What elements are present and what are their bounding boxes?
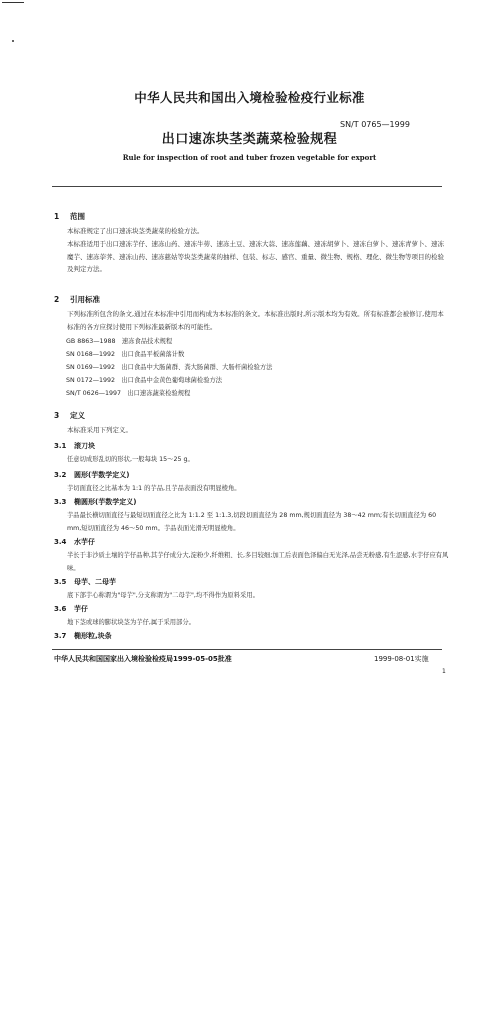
section-title: 范围 — [70, 212, 85, 221]
reference-item: GB 8863—1988 速冻食品技术规程 — [66, 338, 173, 345]
section-1-heading — [54, 211, 85, 222]
page-number: 1 — [442, 668, 446, 675]
definition-body: 任意切成形乱切的形状,一般每块 15～25 g。 — [67, 456, 194, 463]
definition-text — [54, 483, 449, 496]
standard-code: SN/T 0765—1999 — [340, 120, 410, 129]
definition-term: 圆形(芋数学定义) — [74, 471, 130, 479]
definition-term: 滚刀块 — [74, 442, 95, 450]
definition-term: 母芋、二母芋 — [74, 578, 116, 586]
definition-body: 芋切面直径之比基本为 1:1 的芋品,且芋品表面没有明显棱角。 — [67, 485, 241, 492]
definition-text — [54, 550, 449, 576]
section-number: 1 — [54, 212, 60, 221]
scan-mark-top-left — [2, 2, 24, 3]
scope-text — [54, 225, 449, 276]
definition-heading — [54, 441, 95, 451]
section-number: 3 — [54, 411, 60, 420]
paragraph: 本标准采用下列定义。 — [67, 426, 132, 434]
definition-number: 3.6 — [54, 605, 67, 613]
definition-body: 芋品最长横切面直径与最短切面直径之比为 1:1.2 至 1:1.3,切段切面直径为 28 mm,规切面直径为 38～42 mm;有长切面直径为 60 mm,短切面直径为 46～50 mm。芋品表面光滑无明显棱角。 — [67, 512, 437, 532]
definition-body: 底下部芋心称谓为"母芋",分支称谓为"二母芋",均不得作为原料采用。 — [67, 592, 259, 599]
definition-term: 芋仔 — [74, 605, 88, 613]
paragraph: 本标准适用于出口速冻芋仔、速冻山药、速冻牛蒡、速冻土豆、速冻大蒜、速冻莲藕、速冻胡萝卜、速冻白萝卜、速冻青萝卜、速冻魔芋、速冻荸荠、速冻山药、速冻慈姑等块茎类蔬菜的抽样、包装、标志、感官、重量、微生物、规格、理化、微生物等项目的检验及判定方法。 — [67, 239, 444, 274]
paragraph: 下列标准所包含的条文,通过在本标准中引用而构成为本标准的条文。本标准出版时,所示版本均为有效。所有标准都会被修订,使用本标准的各方应探讨使用下列标准最新版本的可能性。 — [67, 310, 444, 331]
reference-item: SN 0172—1992 出口食品中金黄色葡萄球菌检验方法 — [66, 377, 223, 384]
definition-term: 椭形粒,块条 — [74, 632, 112, 640]
footer-divider — [52, 649, 442, 650]
references-intro — [54, 308, 449, 334]
approval-line: 中华人民共和国国家出入境检验检疫局1999-05-05批准 — [54, 655, 232, 663]
reference-item: SN/T 0626—1997 出口速冻蔬菜检验规程 — [66, 390, 191, 397]
definition-text — [54, 510, 449, 536]
definition-number: 3.7 — [54, 632, 67, 640]
definition-body: 半长于非沙质土壤的芋仔品种,其芋仔成分大,淀粉少,纤维粗、长,多目较细;加工后表面色泽偏白无光泽,品尝无粉感,有生涩感,水芋仔应有风味。 — [67, 552, 449, 572]
definition-number: 3.3 — [54, 498, 67, 506]
definition-heading — [54, 497, 136, 507]
section-3-heading — [54, 410, 85, 421]
section-title: 引用标准 — [70, 295, 100, 304]
section-title: 定义 — [70, 411, 85, 420]
english-title: Rule for inspection of root and tuber frozen vegetable for export — [122, 153, 377, 162]
definition-number: 3.4 — [54, 538, 67, 546]
definition-text — [54, 590, 449, 603]
section-number: 2 — [54, 295, 60, 304]
document-title: 出口速冻块茎类蔬菜检验规程 — [161, 132, 338, 147]
scan-dot — [12, 40, 14, 42]
implementation-date: 1999-08-01实施 — [374, 655, 429, 663]
definition-body: 地下茎或球的膨状块茎为芋仔,属于采用部分。 — [67, 619, 195, 626]
definition-term: 水芋仔 — [74, 538, 95, 546]
definition-text — [54, 454, 449, 467]
definition-number: 3.2 — [54, 471, 67, 479]
definition-text — [54, 617, 449, 630]
section-2-heading — [54, 294, 100, 305]
definition-heading — [54, 470, 129, 480]
definition-heading — [54, 577, 116, 587]
definitions-intro — [54, 424, 449, 437]
definition-heading — [54, 537, 95, 547]
definition-number: 3.5 — [54, 578, 67, 586]
paragraph: 本标准规定了出口速冻块茎类蔬菜的检验方法。 — [67, 227, 204, 235]
reference-item: SN 0168—1992 出口食品平板菌落计数 — [66, 351, 185, 358]
definition-heading — [54, 604, 88, 614]
definition-number: 3.1 — [54, 442, 67, 450]
definition-heading — [54, 631, 112, 641]
definition-term: 椭圆形(芋数学定义) — [74, 498, 137, 506]
header-divider — [52, 186, 442, 187]
reference-item: SN 0169—1992 出口食品中大肠菌群、粪大肠菌群、大肠杆菌检验方法 — [66, 364, 273, 371]
standard-title: 中华人民共和国出入境检验检疫行业标准 — [134, 90, 365, 105]
